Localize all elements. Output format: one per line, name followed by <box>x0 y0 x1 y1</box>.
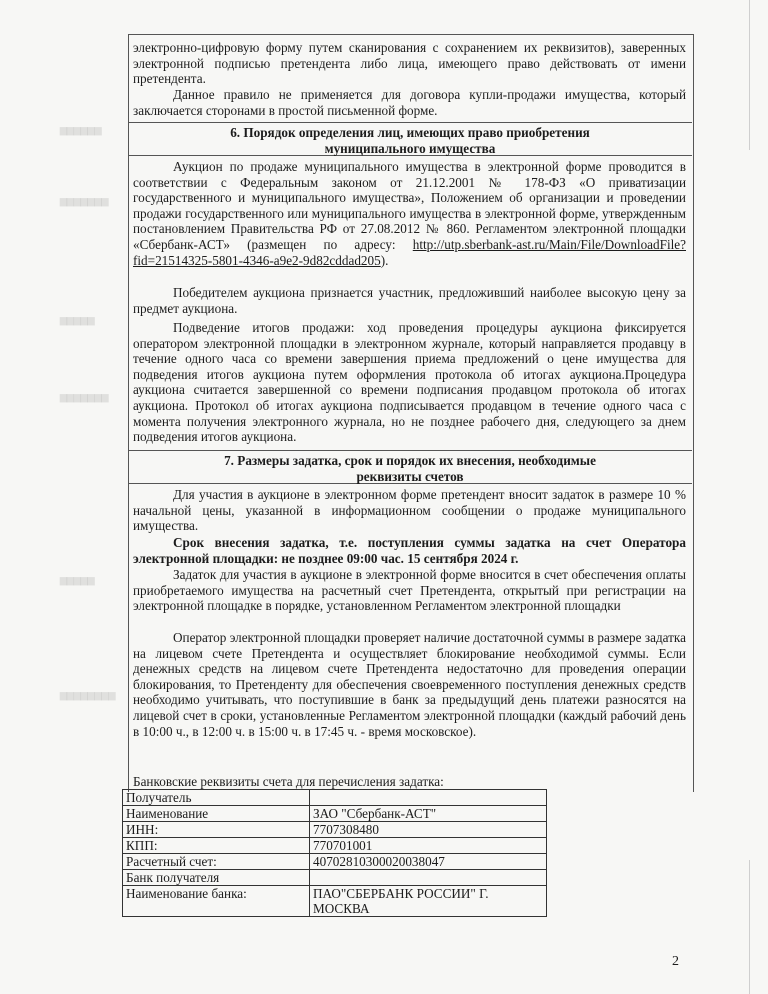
intro-paragraph-2: Данное правило не применяется для договора купли-продажи имущества, который заключается сторонами в простой письменной форме. <box>133 87 686 118</box>
bank-field-label: КПП: <box>123 838 310 854</box>
scan-edge <box>749 860 750 994</box>
bank-field-value: 40702810300020038047 <box>310 854 547 870</box>
bleed-through-mark: ▆▆▆▆▆▆▆▆ <box>60 690 116 700</box>
bank-field-value <box>310 790 547 806</box>
bank-field-value: ПАО"СБЕРБАНК РОССИИ" Г. МОСКВА <box>310 886 547 917</box>
bank-details-caption: Банковские реквизиты счета для перечисления задатка: <box>133 774 444 789</box>
bank-field-value: ЗАО "Сбербанк-АСТ" <box>310 806 547 822</box>
section-7-paragraph-3: Задаток для участия в аукционе в электронной форме вносится в счет обеспечения оплаты приобретаемого имущества на расчетный счет Претендента, открытый при регистрации на электронной площадке в порядке, установленном Регламентом электронной площадки <box>133 567 686 614</box>
section-6-heading: 6. Порядок определения лиц, имеющих право приобретения муниципального имущества <box>128 122 692 156</box>
bank-field-label: ИНН: <box>123 822 310 838</box>
bank-table-row <box>123 790 547 806</box>
section-7-deadline: Срок внесения задатка, т.е. поступления суммы задатка на счет Оператора электронной площадки: не позднее 09:00 час. 15 сентября 2024 г. <box>133 535 686 566</box>
section-6-paragraph-3: Подведение итогов продажи: ход проведения процедуры аукциона фиксируется оператором электронной площадки в электронном журнале, который направляется продавцу в течение одного часа со времени завершения приема предложений о цене имущества для подведения итогов аукциона путем оформления протокола об итогах аукциона.Процедура аукциона считается завершенной со времени подписания продавцом протокола об итогах аукциона. Протокол об итогах аукциона подписывается продавцом в течение одного часа с момента получения электронного журнала, но не позднее рабочего дня, следующего за днем подведения итогов аукциона. <box>133 320 686 445</box>
bank-field-label: Наименование банка: <box>123 886 310 917</box>
bleed-through-mark: ▆▆▆▆▆ <box>60 315 95 325</box>
bank-field-value <box>310 870 547 886</box>
bank-table-row <box>123 854 547 870</box>
section-6-paragraph-1-end: ). <box>380 252 389 268</box>
section-7-paragraph-4: Оператор электронной площадки проверяет наличие достаточной суммы в размере задатка на лицевом счете Претендента и осуществляет блокирование необходимой суммы. Если денежных средств на лицевом счете Претендента недостаточно для проведения операции блокирования, то Претенденту для обеспечения своевременного поступления денежных средств необходимо учитывать, что поступившие в банк за предыдущий день платежи разносятся на лицевой счет в сроки, установленные Регламентом электронной площадки (каждый рабочий день в 10:00 ч., в 12:00 ч. в 15:00 ч. в 17:45 ч. - время московское). <box>133 630 686 739</box>
intro-paragraph-1: электронно-цифровую форму путем сканирования с сохранением их реквизитов), заверенных электронной подписью претендента либо лица, имеющего право действовать от имени претендента. <box>133 40 686 87</box>
bank-field-value: 770701001 <box>310 838 547 854</box>
bank-field-label: Расчетный счет: <box>123 854 310 870</box>
bank-table-row <box>123 838 547 854</box>
section-6-paragraph-2: Победителем аукциона признается участник, предложивший наиболее высокую цену за предмет аукциона. <box>133 285 686 316</box>
bank-field-label: Наименование <box>123 806 310 822</box>
section-6-paragraph-1-text: Аукцион по продаже муниципального имущества в электронной форме проводится в соответствии с Федеральным законом от 21.12.2001 № 178-ФЗ «О приватизации государственного и муниципального имущества», Положением об организации и проведении продажи государственного или муниципального имущества в электронной форме, утвержденным постановлением Правительства РФ от 27.08.2012 № 860. Регламентом электронной площадки «Сбербанк-АСТ» (размещен по адресу: <box>133 159 686 252</box>
bank-table-row <box>123 870 547 886</box>
regulation-link[interactable]: http://utp.sberbank-ast.ru/Main/File/DownloadFile?fid=21514325-5801-4346-a9e2-9d82cddad205 <box>133 236 686 268</box>
bank-field-value: 7707308480 <box>310 822 547 838</box>
bank-table-row <box>123 886 547 917</box>
page-number: 2 <box>672 954 679 969</box>
bleed-through-mark: ▆▆▆▆▆▆ <box>60 125 102 135</box>
section-7-heading: 7. Размеры задатка, срок и порядок их внесения, необходимые реквизиты счетов <box>128 450 692 484</box>
bank-field-label: Получатель <box>123 790 310 806</box>
bank-field-label: Банк получателя <box>123 870 310 886</box>
bleed-through-mark: ▆▆▆▆▆▆▆ <box>60 392 109 402</box>
section-7-paragraph-1: Для участия в аукционе в электронном форме претендент вносит задаток в размере 10 % начальной цены, указанной в информационном сообщении о продаже муниципального имущества. <box>133 487 686 534</box>
bank-table-row <box>123 822 547 838</box>
bank-table-row <box>123 806 547 822</box>
section-6-paragraph-1 <box>133 159 686 268</box>
scan-edge <box>749 0 750 150</box>
bleed-through-mark: ▆▆▆▆▆▆▆ <box>60 196 109 206</box>
bank-details-table <box>122 789 547 917</box>
bleed-through-mark: ▆▆▆▆▆ <box>60 575 95 585</box>
